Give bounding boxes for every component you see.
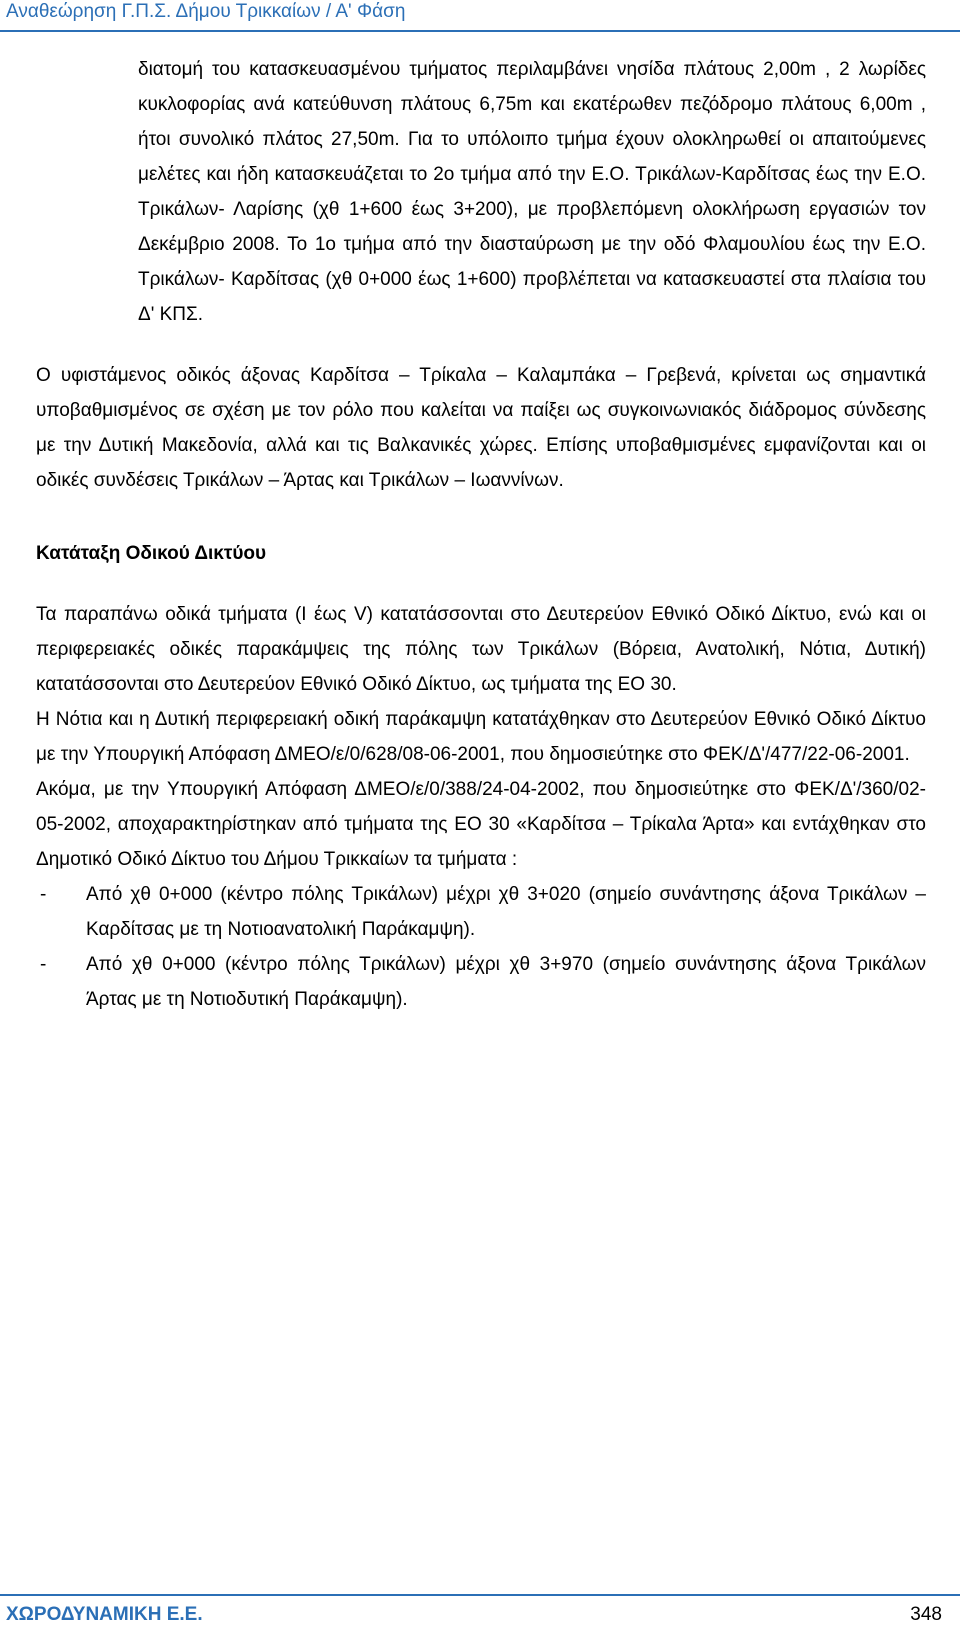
page-header — [0, 0, 960, 40]
list-item-text: Από χθ 0+000 (κέντρο πόλης Τρικάλων) μέχρι χθ 3+020 (σημείο συνάντησης άξονα Τρικάλων – Καρδίτσας με τη Νοτιοανατολική Παράκαμψη). — [86, 884, 926, 940]
document-body — [36, 52, 926, 1017]
classification-paragraph: Τα παραπάνω οδικά τμήματα (Ι έως V) κατατάσσονται στο Δευτερεύον Εθνικό Οδικό Δίκτυο, ενώ και οι περιφερειακές οδικές παρακάμψεις της πόλης των Τρικάλων (Βόρεια, Ανατολική, Νότια, Δυτική) κατατάσσονται στο Δευτερεύον Εθνικό Οδικό Δίκτυο, ως τμήματα της ΕΟ 30. — [36, 604, 926, 695]
list-item-text: Από χθ 0+000 (κέντρο πόλης Τρικάλων) μέχρι χθ 3+970 (σημείο συνάντησης άξονα Τρικάλων Άρτας με τη Νοτιοδυτική Παράκαμψη). — [86, 954, 926, 1010]
footer-company: ΧΩΡΟΔΥΝΑΜΙΚΗ Ε.Ε. — [6, 1604, 203, 1625]
list-item — [36, 947, 926, 1017]
list-dash: - — [40, 884, 47, 905]
decision-paragraph: Ακόμα, με την Υπουργική Απόφαση ΔΜΕΟ/ε/0/388/24-04-2002, που δημοσιεύτηκε στο ΦΕΚ/Δ'/360/02-05-2002, αποχαρακτηρίστηκαν από τμήματα της ΕΟ 30 «Καρδίτσα – Τρίκαλα Άρτα» και εντάχθηκαν στο Δημοτικό Οδικό Δίκτυο του Δήμου Τρικκαίων τα τμήματα : — [36, 779, 926, 870]
footer-divider — [0, 1594, 960, 1596]
bypass-paragraph: Η Νότια και η Δυτική περιφερειακή οδική παράκαμψη κατατάχθηκαν στο Δευτερεύον Εθνικό Οδικό Δίκτυο με την Υπουργική Απόφαση ΔΜΕΟ/ε/0/628/08-06-2001, που δημοσιεύτηκε στο ΦΕΚ/Δ'/477/22-06-2001. — [36, 709, 926, 765]
page-footer — [0, 1590, 960, 1633]
intro-paragraph: διατομή του κατασκευασμένου τμήματος περιλαμβάνει νησίδα πλάτους 2,00m , 2 λωρίδες κυκλοφορίας ανά κατεύθυνση πλάτους 6,75m και εκατέρωθεν πεζόδρομο πλάτους 6,00m , ήτοι συνολικό πλάτος 27,50m. Για το υπόλοιπο τμήμα έχουν ολοκληρωθεί οι απαιτούμενες μελέτες και ήδη κατασκευάζεται το 2ο τμήμα από την Ε.Ο. Τρικάλων-Καρδίτσας έως την Ε.Ο. Τρικάλων- Λαρίσης (χθ 1+600 έως 3+200), με προβλεπόμενη ολοκλήρωση εργασιών τον Δεκέμβριο 2008. Το 1ο τμήμα από την διασταύρωση με την οδό Φλαμουλίου έως την Ε.Ο. Τρικάλων- Καρδίτσας (χθ 0+000 έως 1+600) προβλέπεται να κατασκευαστεί στα πλαίσια του Δ' ΚΠΣ. — [138, 59, 926, 325]
list-dash: - — [40, 954, 47, 975]
list-item — [36, 877, 926, 947]
header-title: Αναθεώρηση Γ.Π.Σ. Δήμου Τρικκαίων / Α' Φάση — [6, 1, 406, 22]
page-number: 348 — [910, 1604, 942, 1625]
section-heading: Κατάταξη Οδικού Δικτύου — [36, 543, 267, 564]
intro-block — [36, 52, 926, 332]
header-divider — [0, 30, 960, 32]
segments-list — [36, 877, 926, 1017]
axis-paragraph: Ο υφιστάμενος οδικός άξονας Καρδίτσα – Τρίκαλα – Καλαμπάκα – Γρεβενά, κρίνεται ως σημαντικά υποβαθμισμένος σε σχέση με τον ρόλο που καλείται να παίξει ως συγκοινωνιακός διάδρομος σύνδεσης με την Δυτική Μακεδονία, αλλά και τις Βαλκανικές χώρες. Επίσης υποβαθμισμένες εμφανίζονται και οι οδικές συνδέσεις Τρικάλων – Άρτας και Τρικάλων – Ιωαννίνων. — [36, 365, 926, 491]
